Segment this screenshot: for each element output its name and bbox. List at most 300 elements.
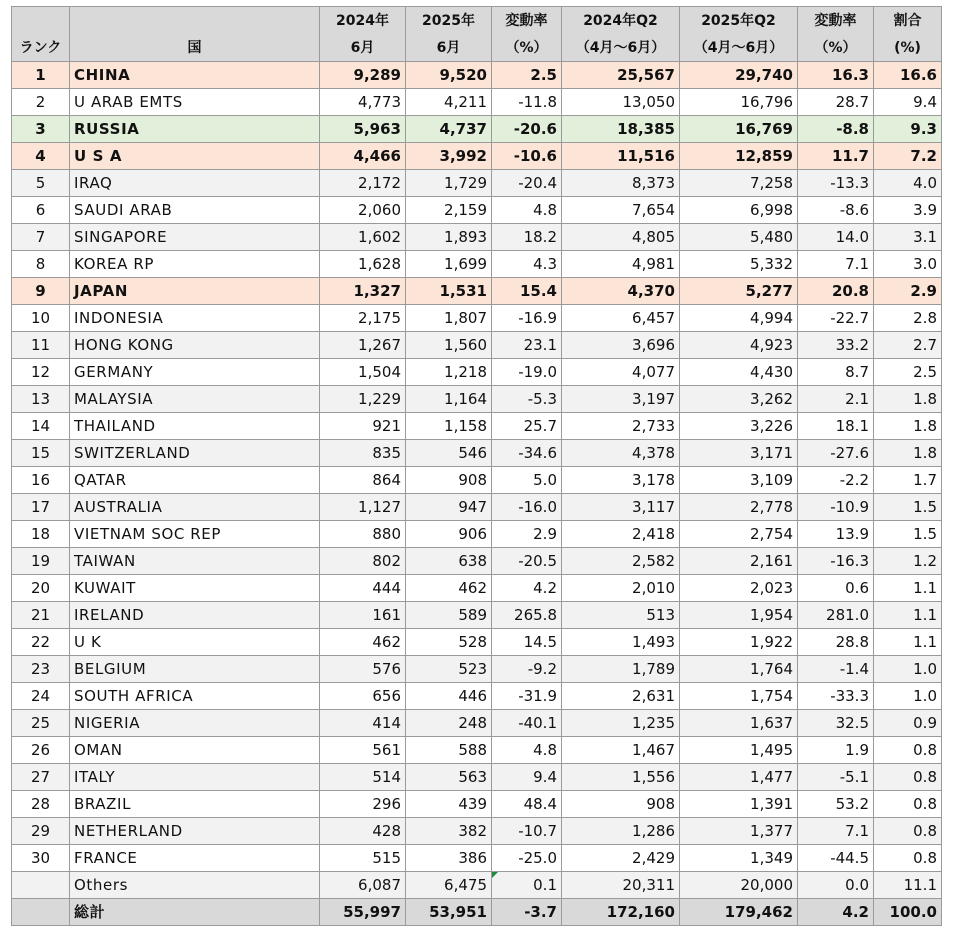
cell-country: U ARAB EMTS [70, 89, 320, 116]
table-row [12, 116, 942, 143]
cell-q2-2025: 1,495 [680, 737, 798, 764]
cell-chg-q2: 53.2 [798, 791, 874, 818]
others-q2-2025: 20,000 [680, 872, 798, 899]
cell-share: 1.8 [874, 440, 942, 467]
cell-q2-2025: 7,258 [680, 170, 798, 197]
cell-jun2025: 638 [406, 548, 492, 575]
cell-q2-2024: 513 [562, 602, 680, 629]
header-country: 国 [70, 34, 320, 62]
cell-share: 3.1 [874, 224, 942, 251]
cell-share: 2.7 [874, 332, 942, 359]
table-row [12, 629, 942, 656]
cell-rank: 18 [12, 521, 70, 548]
cell-jun2024: 161 [320, 602, 406, 629]
cell-rank: 10 [12, 305, 70, 332]
cell-q2-2025: 1,377 [680, 818, 798, 845]
table-row [12, 170, 942, 197]
cell-jun2024: 4,773 [320, 89, 406, 116]
cell-chg-month: -10.7 [492, 818, 562, 845]
cell-share: 4.0 [874, 170, 942, 197]
cell-q2-2025: 3,226 [680, 413, 798, 440]
cell-chg-q2: -33.3 [798, 683, 874, 710]
cell-jun2025: 1,164 [406, 386, 492, 413]
cell-share: 1.8 [874, 413, 942, 440]
cell-jun2025: 248 [406, 710, 492, 737]
header-chg-month-line2: （%） [492, 34, 562, 62]
cell-share: 9.4 [874, 89, 942, 116]
cell-jun2024: 414 [320, 710, 406, 737]
table-row [12, 656, 942, 683]
cell-jun2024: 514 [320, 764, 406, 791]
table-row [12, 791, 942, 818]
cell-q2-2025: 16,769 [680, 116, 798, 143]
cell-jun2025: 1,893 [406, 224, 492, 251]
cell-chg-q2: -2.2 [798, 467, 874, 494]
cell-country: KUWAIT [70, 575, 320, 602]
header-share-line2: (%) [874, 34, 942, 62]
table-row [12, 737, 942, 764]
cell-jun2024: 1,327 [320, 278, 406, 305]
cell-chg-month: -16.9 [492, 305, 562, 332]
table-row [12, 548, 942, 575]
cell-q2-2025: 29,740 [680, 62, 798, 89]
cell-jun2024: 2,172 [320, 170, 406, 197]
cell-chg-month: 4.8 [492, 737, 562, 764]
total-label: 総計 [70, 899, 320, 926]
cell-q2-2024: 2,429 [562, 845, 680, 872]
table-row [12, 818, 942, 845]
cell-q2-2025: 1,477 [680, 764, 798, 791]
cell-chg-month: 4.3 [492, 251, 562, 278]
header-q2-2024-line2: （4月～6月） [562, 34, 680, 62]
cell-rank: 20 [12, 575, 70, 602]
table-footer [12, 872, 942, 926]
cell-jun2025: 446 [406, 683, 492, 710]
cell-country: RUSSIA [70, 116, 320, 143]
cell-jun2024: 656 [320, 683, 406, 710]
cell-chg-month: -20.4 [492, 170, 562, 197]
cell-q2-2024: 3,197 [562, 386, 680, 413]
cell-country: GERMANY [70, 359, 320, 386]
cell-q2-2024: 4,981 [562, 251, 680, 278]
cell-rank: 11 [12, 332, 70, 359]
cell-q2-2025: 3,262 [680, 386, 798, 413]
cell-chg-q2: -16.3 [798, 548, 874, 575]
cell-jun2024: 802 [320, 548, 406, 575]
table-row [12, 575, 942, 602]
cell-jun2024: 1,602 [320, 224, 406, 251]
cell-q2-2025: 12,859 [680, 143, 798, 170]
cell-chg-q2: 20.8 [798, 278, 874, 305]
cell-country: FRANCE [70, 845, 320, 872]
cell-rank: 23 [12, 656, 70, 683]
table-row [12, 602, 942, 629]
cell-jun2025: 1,807 [406, 305, 492, 332]
cell-country: INDONESIA [70, 305, 320, 332]
table-row [12, 62, 942, 89]
header-jun2024-line1: 2024年 [320, 7, 406, 35]
cell-chg-month: -11.8 [492, 89, 562, 116]
cell-q2-2025: 1,922 [680, 629, 798, 656]
cell-chg-q2: 16.3 [798, 62, 874, 89]
cell-q2-2025: 5,277 [680, 278, 798, 305]
cell-country: SINGAPORE [70, 224, 320, 251]
cell-share: 1.8 [874, 386, 942, 413]
cell-chg-month: 14.5 [492, 629, 562, 656]
others-row [12, 872, 942, 899]
cell-jun2025: 386 [406, 845, 492, 872]
cell-rank: 5 [12, 170, 70, 197]
total-q2-2024: 172,160 [562, 899, 680, 926]
cell-rank: 1 [12, 62, 70, 89]
cell-q2-2025: 2,161 [680, 548, 798, 575]
cell-country: VIETNAM SOC REP [70, 521, 320, 548]
cell-chg-q2: 7.1 [798, 251, 874, 278]
cell-jun2024: 1,267 [320, 332, 406, 359]
table-row [12, 413, 942, 440]
total-rank [12, 899, 70, 926]
cell-chg-month: -34.6 [492, 440, 562, 467]
cell-q2-2024: 13,050 [562, 89, 680, 116]
total-jun2025: 53,951 [406, 899, 492, 926]
cell-chg-q2: 14.0 [798, 224, 874, 251]
cell-chg-month: 15.4 [492, 278, 562, 305]
cell-country: SWITZERLAND [70, 440, 320, 467]
cell-jun2025: 1,699 [406, 251, 492, 278]
cell-q2-2024: 2,733 [562, 413, 680, 440]
cell-country: BELGIUM [70, 656, 320, 683]
cell-share: 0.8 [874, 818, 942, 845]
cell-share: 0.8 [874, 737, 942, 764]
cell-country: BRAZIL [70, 791, 320, 818]
cell-q2-2024: 1,235 [562, 710, 680, 737]
cell-chg-month: 48.4 [492, 791, 562, 818]
cell-chg-q2: 13.9 [798, 521, 874, 548]
cell-chg-month: 4.2 [492, 575, 562, 602]
cell-rank: 4 [12, 143, 70, 170]
others-chg-q2: 0.0 [798, 872, 874, 899]
cell-q2-2024: 1,467 [562, 737, 680, 764]
cell-chg-q2: 7.1 [798, 818, 874, 845]
cell-q2-2025: 3,171 [680, 440, 798, 467]
cell-share: 7.2 [874, 143, 942, 170]
cell-jun2025: 1,158 [406, 413, 492, 440]
table-row [12, 359, 942, 386]
table-row [12, 278, 942, 305]
cell-rank: 19 [12, 548, 70, 575]
cell-jun2024: 296 [320, 791, 406, 818]
cell-share: 2.8 [874, 305, 942, 332]
cell-q2-2025: 4,994 [680, 305, 798, 332]
cell-chg-month: -31.9 [492, 683, 562, 710]
header-q2-2025-line2: （4月～6月） [680, 34, 798, 62]
cell-rank: 2 [12, 89, 70, 116]
cell-share: 2.9 [874, 278, 942, 305]
cell-share: 1.7 [874, 467, 942, 494]
total-chg-month: -3.7 [492, 899, 562, 926]
cell-chg-month: -16.0 [492, 494, 562, 521]
cell-share: 1.1 [874, 575, 942, 602]
cell-jun2025: 4,211 [406, 89, 492, 116]
cell-share: 1.2 [874, 548, 942, 575]
cell-q2-2024: 4,378 [562, 440, 680, 467]
table-row [12, 710, 942, 737]
cell-jun2025: 2,159 [406, 197, 492, 224]
cell-q2-2024: 4,805 [562, 224, 680, 251]
header-share-line1: 割合 [874, 7, 942, 35]
cell-q2-2024: 18,385 [562, 116, 680, 143]
cell-jun2025: 1,729 [406, 170, 492, 197]
cell-chg-q2: 1.9 [798, 737, 874, 764]
cell-rank: 3 [12, 116, 70, 143]
cell-chg-q2: 281.0 [798, 602, 874, 629]
others-jun2025: 6,475 [406, 872, 492, 899]
others-rank [12, 872, 70, 899]
table-row [12, 521, 942, 548]
cell-rank: 16 [12, 467, 70, 494]
header-rank: ランク [12, 34, 70, 62]
cell-q2-2024: 2,631 [562, 683, 680, 710]
cell-jun2024: 1,127 [320, 494, 406, 521]
cell-share: 9.3 [874, 116, 942, 143]
cell-share: 3.0 [874, 251, 942, 278]
cell-chg-month: -20.5 [492, 548, 562, 575]
cell-chg-q2: -1.4 [798, 656, 874, 683]
cell-chg-month: -5.3 [492, 386, 562, 413]
cell-share: 0.8 [874, 845, 942, 872]
table-row [12, 89, 942, 116]
cell-jun2024: 561 [320, 737, 406, 764]
cell-jun2024: 1,504 [320, 359, 406, 386]
cell-chg-q2: 28.7 [798, 89, 874, 116]
cell-jun2024: 880 [320, 521, 406, 548]
cell-q2-2024: 1,493 [562, 629, 680, 656]
cell-share: 2.5 [874, 359, 942, 386]
cell-rank: 17 [12, 494, 70, 521]
cell-country: U S A [70, 143, 320, 170]
cell-chg-month: 5.0 [492, 467, 562, 494]
cell-chg-month: -25.0 [492, 845, 562, 872]
cell-country: QATAR [70, 467, 320, 494]
cell-jun2024: 462 [320, 629, 406, 656]
cell-chg-q2: 11.7 [798, 143, 874, 170]
cell-jun2025: 3,992 [406, 143, 492, 170]
cell-rank: 9 [12, 278, 70, 305]
cell-jun2024: 2,060 [320, 197, 406, 224]
table-row [12, 224, 942, 251]
cell-q2-2025: 1,349 [680, 845, 798, 872]
cell-jun2024: 444 [320, 575, 406, 602]
cell-q2-2024: 7,654 [562, 197, 680, 224]
table-row [12, 332, 942, 359]
cell-jun2024: 515 [320, 845, 406, 872]
cell-q2-2024: 908 [562, 791, 680, 818]
cell-share: 1.5 [874, 521, 942, 548]
table-body [12, 62, 942, 872]
cell-jun2025: 1,531 [406, 278, 492, 305]
cell-jun2024: 428 [320, 818, 406, 845]
cell-country: AUSTRALIA [70, 494, 320, 521]
cell-q2-2024: 3,696 [562, 332, 680, 359]
cell-rank: 12 [12, 359, 70, 386]
cell-share: 1.5 [874, 494, 942, 521]
cell-country: NIGERIA [70, 710, 320, 737]
cell-rank: 25 [12, 710, 70, 737]
cell-rank: 29 [12, 818, 70, 845]
header-jun2024-line2: 6月 [320, 34, 406, 62]
table-row [12, 386, 942, 413]
cell-chg-q2: -8.6 [798, 197, 874, 224]
total-chg-q2: 4.2 [798, 899, 874, 926]
cell-q2-2024: 6,457 [562, 305, 680, 332]
cell-q2-2025: 1,764 [680, 656, 798, 683]
total-jun2024: 55,997 [320, 899, 406, 926]
cell-jun2024: 921 [320, 413, 406, 440]
cell-q2-2024: 11,516 [562, 143, 680, 170]
cell-jun2025: 1,560 [406, 332, 492, 359]
cell-jun2025: 439 [406, 791, 492, 818]
cell-q2-2024: 3,178 [562, 467, 680, 494]
cell-chg-month: 2.9 [492, 521, 562, 548]
cell-country: CHINA [70, 62, 320, 89]
cell-q2-2025: 6,998 [680, 197, 798, 224]
cell-jun2025: 462 [406, 575, 492, 602]
cell-q2-2024: 25,567 [562, 62, 680, 89]
others-chg-month: 0.1 [492, 872, 562, 899]
cell-rank: 13 [12, 386, 70, 413]
cell-jun2024: 2,175 [320, 305, 406, 332]
cell-rank: 27 [12, 764, 70, 791]
header-q2-2025-line1: 2025年Q2 [680, 7, 798, 35]
header-chg-q2-line2: （%） [798, 34, 874, 62]
cell-chg-q2: -44.5 [798, 845, 874, 872]
cell-jun2024: 576 [320, 656, 406, 683]
cell-jun2025: 588 [406, 737, 492, 764]
header-chg-q2-line1: 変動率 [798, 7, 874, 35]
others-label: Others [70, 872, 320, 899]
cell-chg-q2: -13.3 [798, 170, 874, 197]
cell-chg-month: 2.5 [492, 62, 562, 89]
cell-q2-2025: 4,923 [680, 332, 798, 359]
cell-jun2025: 908 [406, 467, 492, 494]
cell-country: THAILAND [70, 413, 320, 440]
cell-q2-2025: 1,954 [680, 602, 798, 629]
cell-jun2024: 835 [320, 440, 406, 467]
table-row [12, 845, 942, 872]
cell-share: 0.8 [874, 791, 942, 818]
cell-rank: 24 [12, 683, 70, 710]
cell-q2-2024: 2,418 [562, 521, 680, 548]
cell-chg-month: 23.1 [492, 332, 562, 359]
cell-q2-2025: 4,430 [680, 359, 798, 386]
cell-jun2025: 1,218 [406, 359, 492, 386]
cell-q2-2025: 1,637 [680, 710, 798, 737]
cell-q2-2025: 2,778 [680, 494, 798, 521]
cell-q2-2025: 1,754 [680, 683, 798, 710]
cell-share: 0.9 [874, 710, 942, 737]
table-row [12, 143, 942, 170]
cell-chg-month: 18.2 [492, 224, 562, 251]
cell-chg-q2: 0.6 [798, 575, 874, 602]
cell-chg-q2: -10.9 [798, 494, 874, 521]
cell-share: 0.8 [874, 764, 942, 791]
cell-share: 1.0 [874, 683, 942, 710]
header-q2-2024-line1: 2024年Q2 [562, 7, 680, 35]
ranking-table [11, 6, 942, 926]
cell-rank: 14 [12, 413, 70, 440]
table-row [12, 440, 942, 467]
cell-q2-2024: 1,789 [562, 656, 680, 683]
cell-share: 16.6 [874, 62, 942, 89]
cell-chg-q2: 33.2 [798, 332, 874, 359]
cell-chg-month: -20.6 [492, 116, 562, 143]
cell-country: TAIWAN [70, 548, 320, 575]
cell-q2-2024: 2,010 [562, 575, 680, 602]
cell-jun2025: 906 [406, 521, 492, 548]
cell-country: SOUTH AFRICA [70, 683, 320, 710]
header-chg-month-line1: 変動率 [492, 7, 562, 35]
cell-chg-q2: -5.1 [798, 764, 874, 791]
cell-q2-2024: 4,077 [562, 359, 680, 386]
table-header [12, 7, 942, 62]
cell-q2-2025: 1,391 [680, 791, 798, 818]
cell-country: HONG KONG [70, 332, 320, 359]
cell-country: KOREA RP [70, 251, 320, 278]
others-q2-2024: 20,311 [562, 872, 680, 899]
table-row [12, 467, 942, 494]
cell-country: NETHERLAND [70, 818, 320, 845]
cell-jun2025: 528 [406, 629, 492, 656]
cell-jun2025: 4,737 [406, 116, 492, 143]
cell-jun2024: 864 [320, 467, 406, 494]
cell-jun2025: 382 [406, 818, 492, 845]
cell-country: SAUDI ARAB [70, 197, 320, 224]
cell-country: OMAN [70, 737, 320, 764]
cell-q2-2025: 5,332 [680, 251, 798, 278]
cell-rank: 30 [12, 845, 70, 872]
cell-share: 3.9 [874, 197, 942, 224]
cell-jun2024: 9,289 [320, 62, 406, 89]
cell-chg-month: 25.7 [492, 413, 562, 440]
cell-chg-q2: 32.5 [798, 710, 874, 737]
table-row [12, 494, 942, 521]
header-jun2025-line1: 2025年 [406, 7, 492, 35]
cell-jun2025: 9,520 [406, 62, 492, 89]
cell-rank: 15 [12, 440, 70, 467]
cell-rank: 6 [12, 197, 70, 224]
cell-chg-q2: -8.8 [798, 116, 874, 143]
cell-chg-q2: -27.6 [798, 440, 874, 467]
cell-q2-2025: 5,480 [680, 224, 798, 251]
cell-chg-month: -10.6 [492, 143, 562, 170]
cell-q2-2025: 2,023 [680, 575, 798, 602]
others-jun2024: 6,087 [320, 872, 406, 899]
cell-rank: 7 [12, 224, 70, 251]
cell-q2-2025: 3,109 [680, 467, 798, 494]
cell-chg-month: -19.0 [492, 359, 562, 386]
header-rank-top [12, 7, 70, 35]
cell-q2-2024: 8,373 [562, 170, 680, 197]
cell-jun2025: 947 [406, 494, 492, 521]
cell-country: JAPAN [70, 278, 320, 305]
cell-q2-2024: 1,556 [562, 764, 680, 791]
cell-jun2024: 5,963 [320, 116, 406, 143]
table-row [12, 764, 942, 791]
total-q2-2025: 179,462 [680, 899, 798, 926]
cell-rank: 28 [12, 791, 70, 818]
cell-q2-2024: 2,582 [562, 548, 680, 575]
cell-country: MALAYSIA [70, 386, 320, 413]
